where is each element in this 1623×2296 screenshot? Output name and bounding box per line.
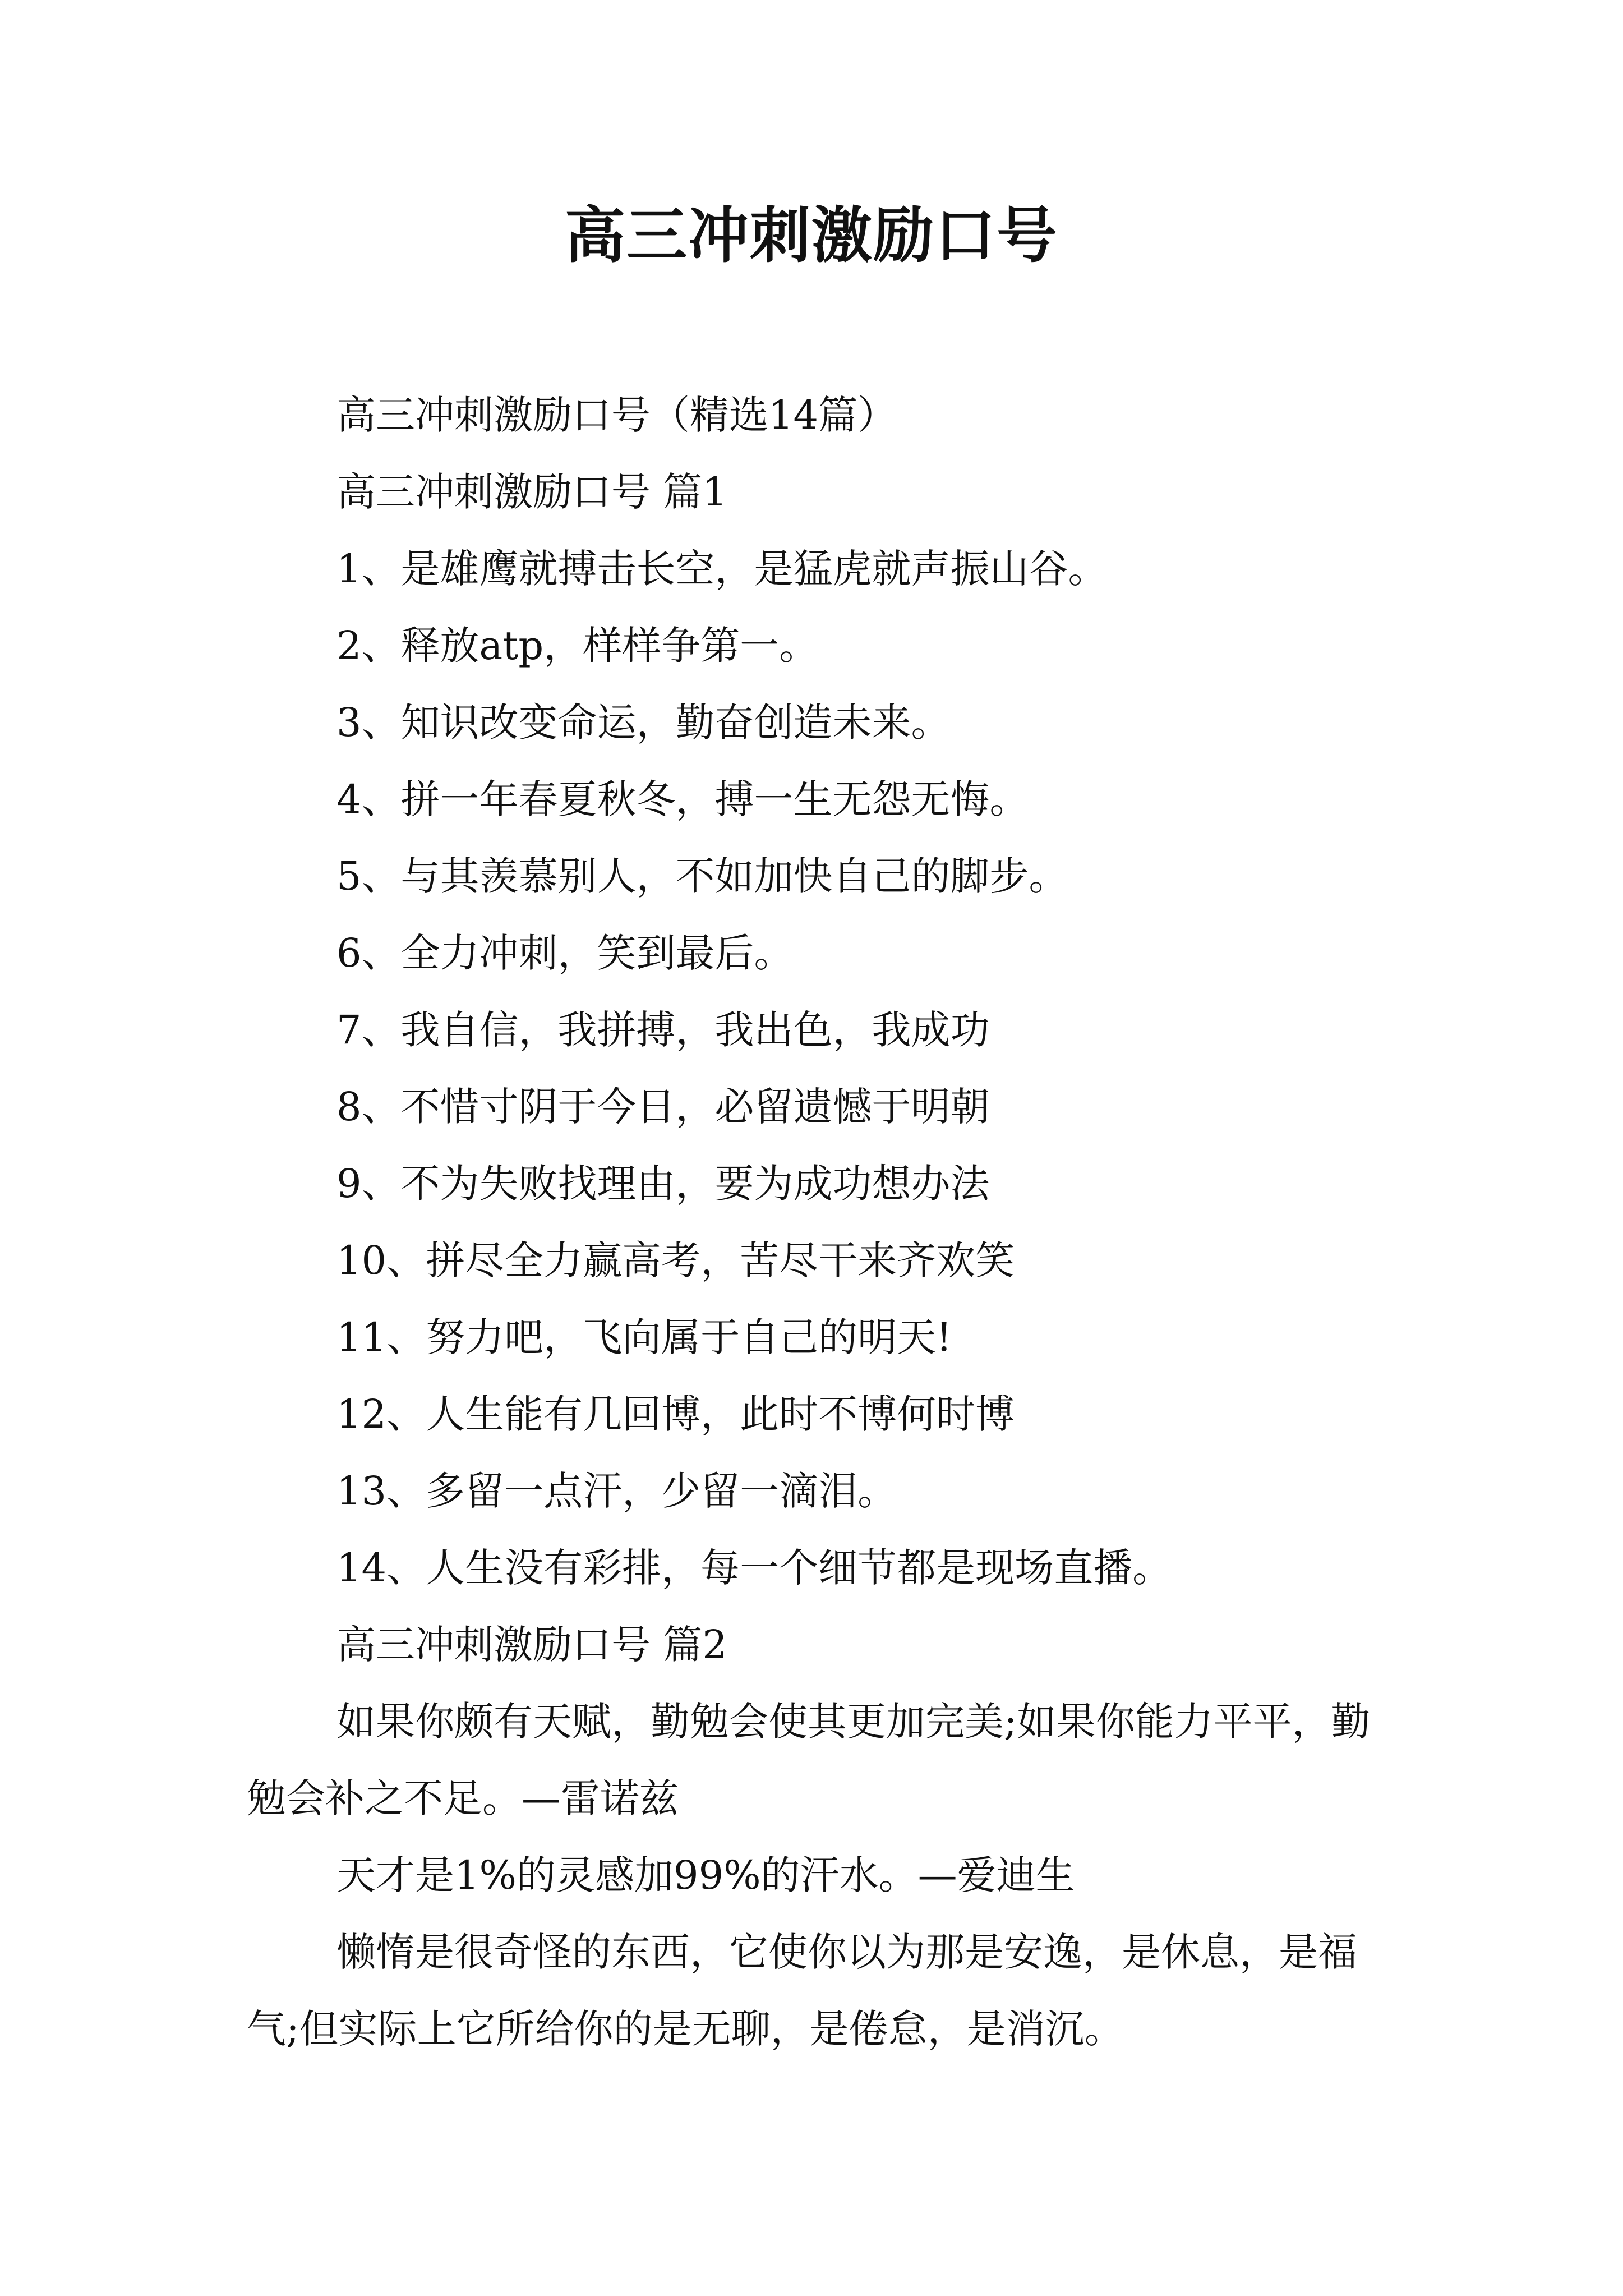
- slogan-item: 12、人生能有几回博，此时不博何时博: [336, 1391, 1015, 1437]
- slogan-item: 1、是雄鹰就搏击长空，是猛虎就声振山谷。: [336, 546, 1108, 592]
- slogan-item: 10、拼尽全力赢高考，苦尽干来齐欢笑: [336, 1237, 1015, 1283]
- quote-paragraph: 如果你颇有天赋，勤勉会使其更加完美;如果你能力平平，勤勉会补之不足。—雷诺兹: [247, 1699, 1371, 1821]
- quote-paragraph: 天才是1%的灵感加99%的汗水。—爱迪生: [336, 1852, 1075, 1898]
- section-heading-2: 高三冲刺激励口号 篇2: [336, 1622, 727, 1668]
- slogan-item: 7、我自信，我拼搏，我出色，我成功: [336, 1007, 990, 1053]
- slogan-item: 6、全力冲刺，笑到最后。: [336, 930, 794, 976]
- document-body: [247, 377, 1380, 2068]
- slogan-item: 3、知识改变命运，勤奋创造未来。: [336, 700, 951, 746]
- slogan-item: 13、多留一点汗，少留一滴泪。: [336, 1468, 897, 1514]
- quote-paragraph: 懒惰是很奇怪的东西，它使你以为那是安逸，是休息，是福气;但实际上它所给你的是无聊，是倦怠，是消沉。: [247, 1929, 1357, 2052]
- document-subtitle: 高三冲刺激励口号（精选14篇）: [336, 392, 897, 438]
- slogan-item: 2、释放atp，样样争第一。: [336, 623, 819, 669]
- slogan-item: 8、不惜寸阴于今日，必留遗憾于明朝: [336, 1084, 990, 1130]
- document-title: 高三冲刺激励口号: [564, 200, 1058, 271]
- slogan-item: 9、不为失败找理由，要为成功想办法: [336, 1161, 990, 1207]
- slogan-item: 14、人生没有彩排，每一个细节都是现场直播。: [336, 1545, 1172, 1591]
- slogan-item: 11、努力吧，飞向属于自己的明天!: [336, 1314, 952, 1360]
- slogan-item: 5、与其羡慕别人，不如加快自己的脚步。: [336, 853, 1068, 899]
- slogan-item: 4、拼一年春夏秋冬，搏一生无怨无悔。: [336, 776, 1029, 822]
- section-heading-1: 高三冲刺激励口号 篇1: [336, 469, 727, 515]
